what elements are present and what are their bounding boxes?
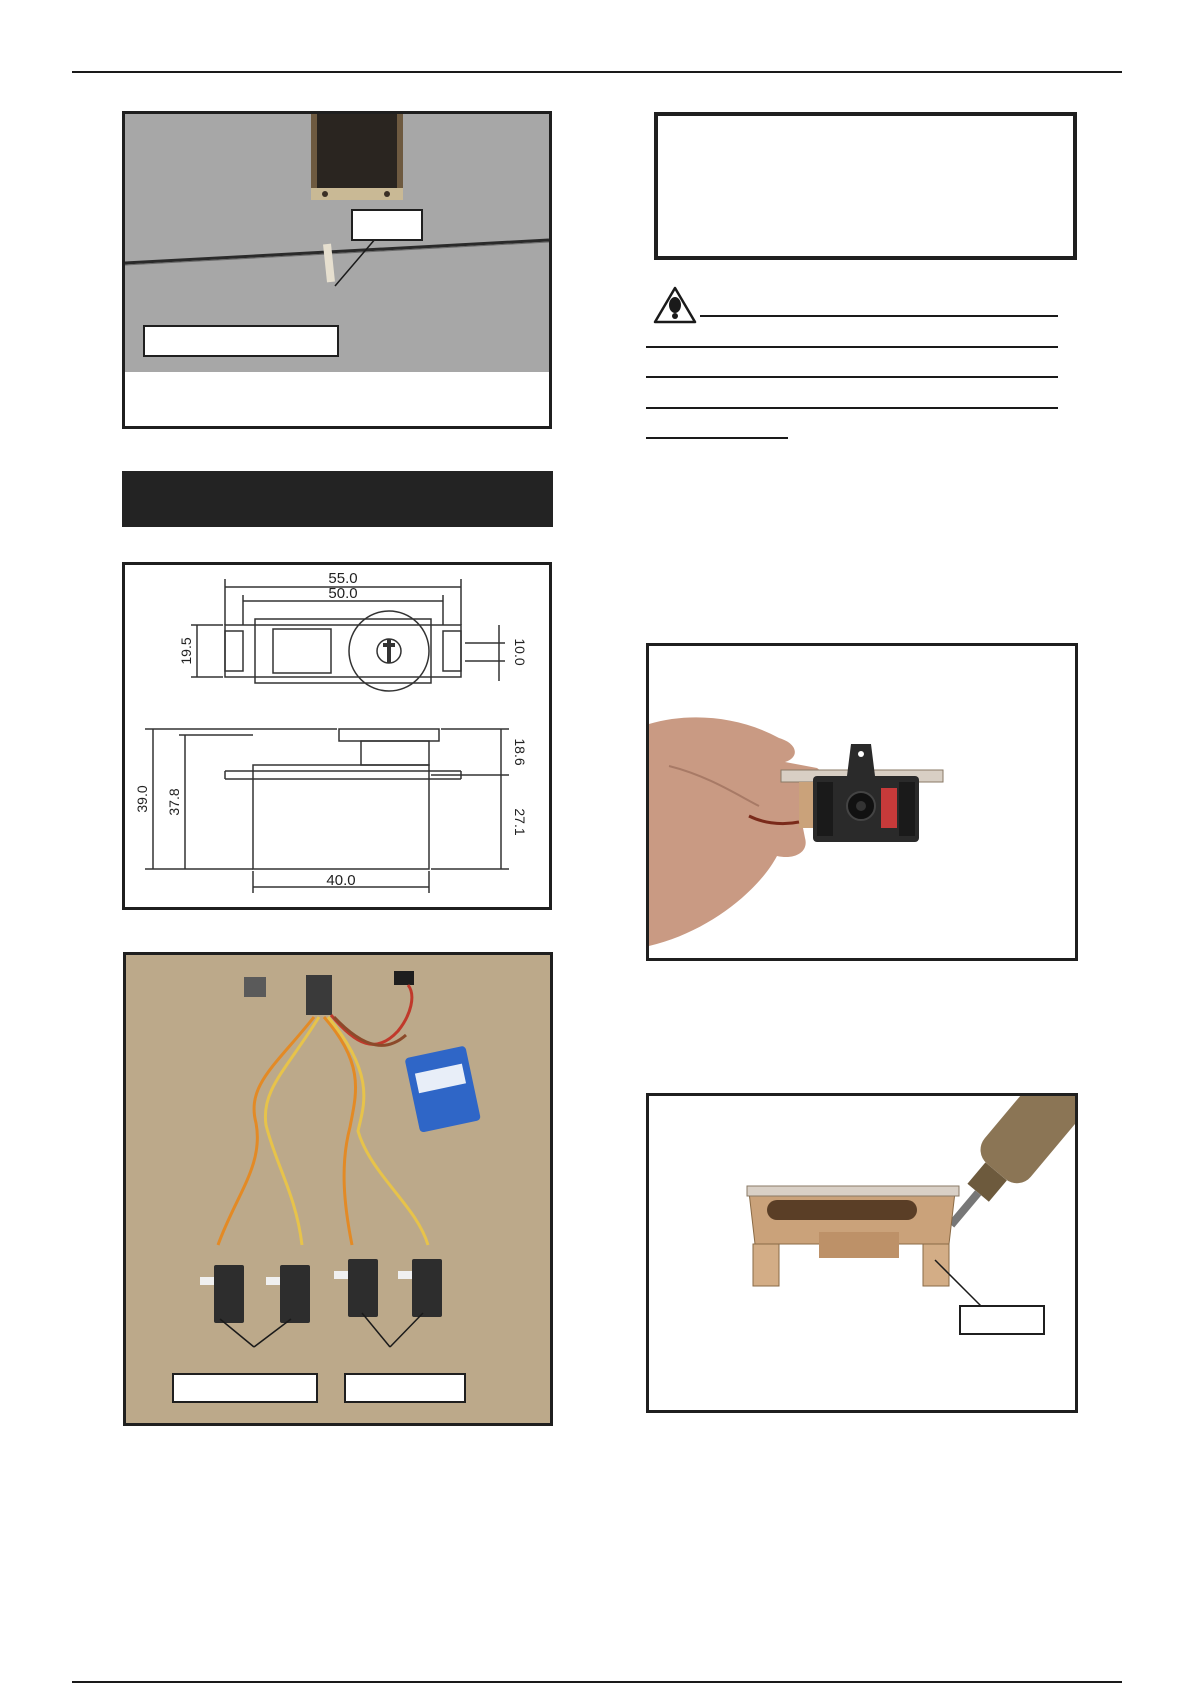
- header-rule: [72, 71, 1122, 73]
- warning-line-2: [646, 346, 1058, 348]
- warning-line-4: [646, 407, 1058, 409]
- callout-label-right-servos: [344, 1373, 466, 1403]
- figure-servo-mount-hand: [646, 643, 1078, 961]
- dim-spline-offset: 10.0: [512, 638, 528, 666]
- dim-total-height: 39.0: [134, 785, 150, 813]
- warning-line-5: [646, 437, 788, 439]
- dim-lower-height: 27.1: [512, 808, 528, 836]
- figure-servo-mount-drill: [646, 1093, 1078, 1413]
- warning-line-1: [700, 315, 1058, 317]
- section-heading-bar: [122, 471, 553, 527]
- callout-label-pushrod: [143, 325, 339, 357]
- note-box: [654, 112, 1077, 260]
- dim-top-height: 18.6: [512, 738, 528, 766]
- dim-case-length: 40.0: [326, 872, 356, 889]
- servo-dimension-drawing: [125, 565, 549, 907]
- warning-icon: [652, 285, 698, 325]
- pushrod-slot-photo: [125, 114, 549, 426]
- callout-label-pushrod-guide: [351, 209, 423, 241]
- figure-pushrod-slot: [122, 111, 552, 429]
- servo-wiring-photo: [126, 955, 550, 1423]
- dim-hole-spacing: 50.0: [328, 585, 358, 602]
- dim-case-height: 37.8: [166, 788, 182, 816]
- dim-overall-width: 55.0: [328, 570, 358, 587]
- footer-rule: [72, 1681, 1122, 1683]
- servo-mount-hand-photo: [649, 646, 1075, 958]
- warning-block: [648, 285, 1068, 445]
- servo-mount-drill-photo: [649, 1096, 1075, 1410]
- callout-label-left-servos: [172, 1373, 318, 1403]
- dim-flange-width: 19.5: [178, 637, 194, 665]
- warning-line-3: [646, 376, 1058, 378]
- callout-label-drill-point: [959, 1305, 1045, 1335]
- figure-servo-wiring: [123, 952, 553, 1426]
- figure-servo-dimensions: [122, 562, 552, 910]
